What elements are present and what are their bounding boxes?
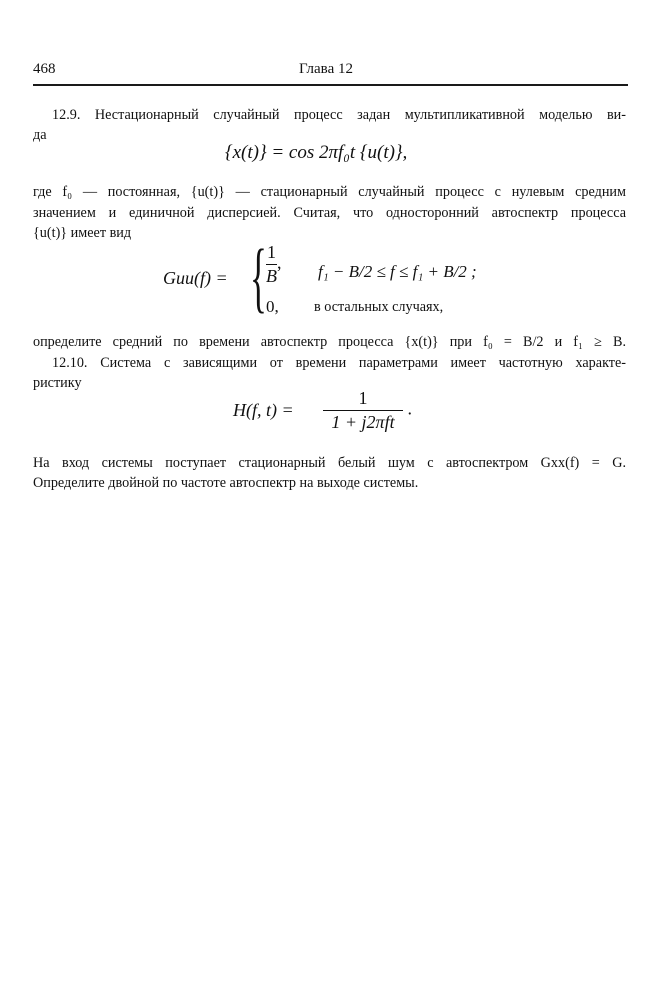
problem-12-10-line-1: 12.10. Система с зависящими от времени параметрами имеет частотную характе- (52, 355, 626, 371)
case-1-numerator: 1 (267, 242, 276, 262)
header-rule (33, 84, 628, 86)
formula-x-of-t (225, 142, 407, 164)
problem-12-9-line-2: да (33, 127, 47, 143)
case-1-denominator: B (266, 265, 277, 286)
piecewise-case-1-condition: f₁ − B/2 ≤ f ≤ f₁ + B/2 ; (318, 262, 477, 281)
problem-12-9-line-1: 12.9. Нестационарный случайный процесс задан мультипликативной моделью ви- (52, 107, 626, 123)
h-denominator: 1 + j2πft (331, 411, 395, 432)
chapter-title: Глава 12 (299, 61, 353, 77)
piecewise-case-1-value: $\frac{1}{B}$ , (266, 242, 282, 286)
problem-12-10-line-3: На вход системы поступает стационарный белый шум с автоспектром Gxx(f) = G. (33, 455, 626, 471)
problem-12-10-line-2: ристику (33, 375, 82, 391)
piecewise-case-2-condition: в остальных случаях, (314, 299, 444, 315)
h-fraction-bar (323, 410, 403, 411)
problem-12-9-line-6: определите средний по времени автоспектр процесса {x(t)} при f₀ = B/2 и f₁ ≥ B. (33, 334, 626, 350)
problem-12-9-line-5: {u(t)} имеет вид (33, 225, 132, 241)
problem-12-9-line-4: значением и единичной дисперсией. Считая, что односторонний автоспектр процесса (33, 205, 626, 221)
case-1-fraction-bar (266, 264, 277, 265)
h-numerator: 1 (358, 388, 368, 408)
formula-x-of-t-text: {x(t)} = cos 2πf₀t {u(t)}, (225, 142, 408, 163)
page-number: 468 (33, 61, 56, 77)
formula-h-f-t-lhs: H(f, t) = (233, 400, 294, 420)
piecewise-lhs: Guu(f) = (163, 268, 228, 288)
problem-12-9-line-3: где f₀ — постоянная, {u(t)} — стационарный случайный процесс с нулевым средним (33, 184, 626, 200)
piecewise-case-2-value: 0, (266, 297, 279, 316)
problem-12-10-line-4: Определите двойной по частоте автоспектр на выходе системы. (33, 475, 419, 491)
formula-h-f-t-fraction: $\frac{1}{\text{1 + j2πft}}$ . (323, 388, 412, 432)
piecewise-brace: { (250, 233, 267, 320)
